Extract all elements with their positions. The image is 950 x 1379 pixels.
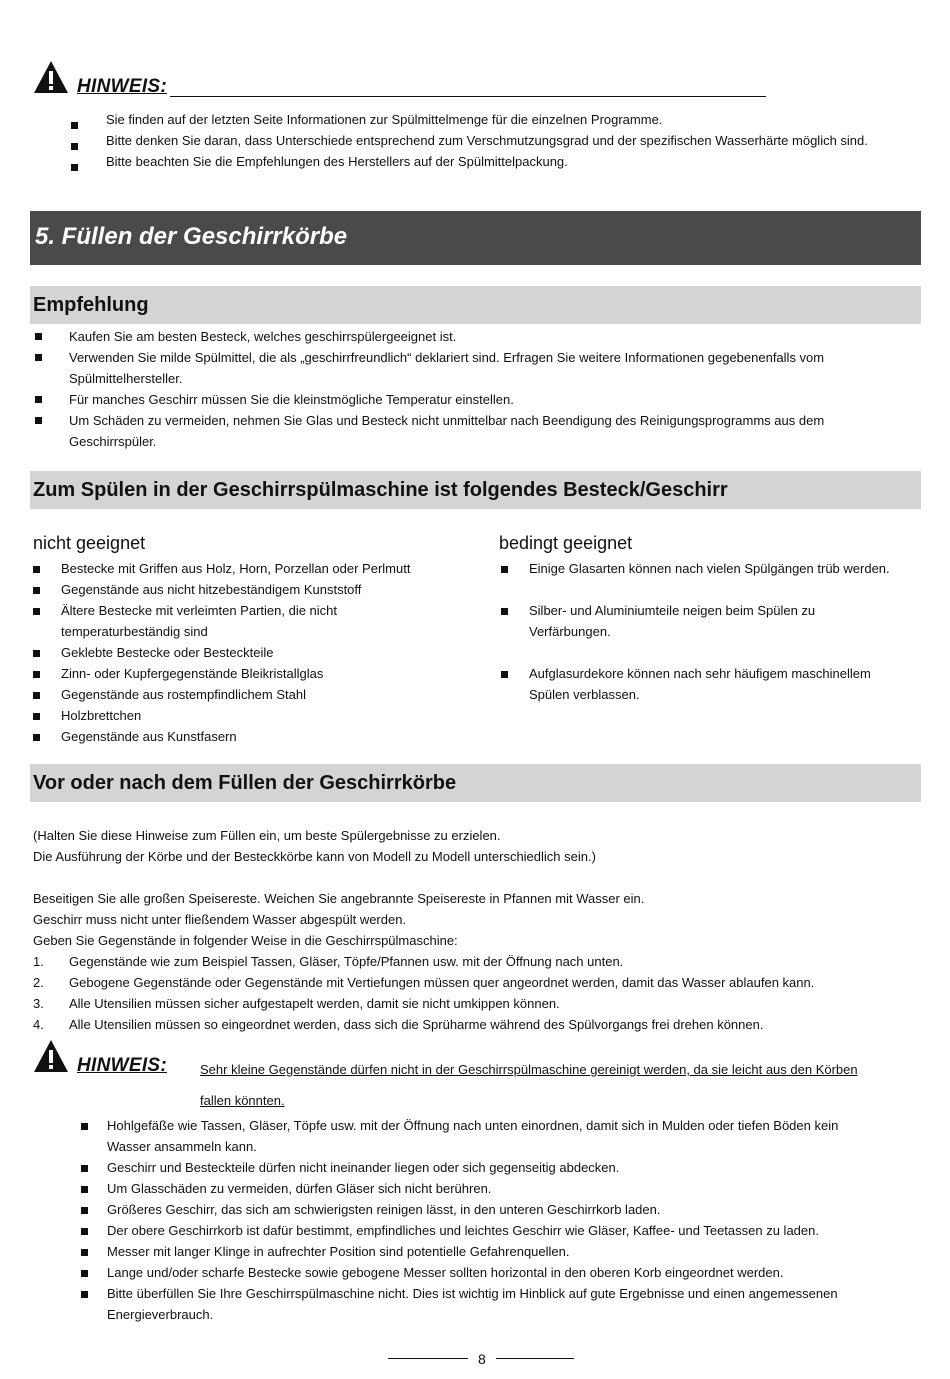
bullet-icon (33, 713, 40, 720)
bullet-icon (33, 671, 40, 678)
list-item-continuation: Verfärbungen. (529, 624, 611, 639)
bullet-icon (81, 1123, 88, 1130)
list-item: Ältere Bestecke mit verleimten Partien, die nicht (61, 603, 338, 618)
intro-line: (Halten Sie diese Hinweise zum Füllen ein, um beste Spülergebnisse zu erzielen. (33, 828, 501, 843)
step-text: Gegenstände wie zum Beispiel Tassen, Gläser, Töpfe/Pfannen usw. mit der Öffnung nach unten. (69, 954, 624, 969)
subsection-title: Empfehlung (33, 294, 149, 316)
list-item-continuation: Spülmittelhersteller. (69, 371, 183, 386)
subsection-title: Zum Spülen in der Geschirrspülmaschine ist folgendes Besteck/Geschirr (33, 479, 728, 501)
step-number: 2. (33, 975, 44, 990)
list-item-continuation: Geschirrspüler. (69, 434, 157, 449)
bullet-icon (35, 354, 42, 361)
step-number: 1. (33, 954, 44, 969)
page-number: 8 (478, 1351, 486, 1367)
bullet-icon (81, 1207, 88, 1214)
hinweis-underline (170, 96, 766, 97)
bullet-icon (81, 1228, 88, 1235)
footer-rule-right (496, 1358, 574, 1359)
list-item: Holzbrettchen (61, 708, 142, 723)
list-item: Gegenstände aus rostempfindlichem Stahl (61, 687, 306, 702)
bullet-icon (33, 692, 40, 699)
bullet-icon (501, 608, 508, 615)
list-item-continuation: Spülen verblassen. (529, 687, 640, 702)
section-header (30, 211, 921, 265)
list-item-continuation: Energieverbrauch. (107, 1307, 214, 1322)
list-item: Kaufen Sie am besten Besteck, welches geschirrspülergeeignet ist. (69, 329, 457, 344)
bullet-icon (501, 671, 508, 678)
list-item: Größeres Geschirr, das sich am schwierigsten reinigen lässt, in den unteren Geschirrkorb laden. (107, 1202, 661, 1217)
list-item: Silber- und Aluminiumteile neigen beim Spülen zu (529, 603, 816, 618)
list-item: Hohlgefäße wie Tassen, Gläser, Töpfe usw. mit der Öffnung nach unten einordnen, damit sich in Mulden oder tiefen Böden kein (107, 1118, 839, 1133)
step-number: 4. (33, 1017, 44, 1032)
bullet-icon (81, 1249, 88, 1256)
column-heading-limited: bedingt geeignet (499, 533, 633, 553)
list-item: Zinn- oder Kupfergegenstände Bleikristallglas (61, 666, 324, 681)
list-item: Gegenstände aus nicht hitzebeständigem Kunststoff (61, 582, 362, 597)
bullet-icon (71, 143, 78, 150)
bullet-icon (35, 333, 42, 340)
intro-line: Die Ausführung der Körbe und der Besteckkörbe kann von Modell zu Modell unterschiedlich sein.) (33, 849, 596, 864)
step-number: 3. (33, 996, 44, 1011)
paragraph-line: Geben Sie Gegenstände in folgender Weise in die Geschirrspülmaschine: (33, 933, 458, 948)
subsection-title: Vor oder nach dem Füllen der Geschirrkörbe (33, 772, 457, 794)
list-item: Der obere Geschirrkorb ist dafür bestimmt, empfindliches und leichtes Geschirr wie Gläser, Kaffee- und Teetassen zu laden. (107, 1223, 819, 1238)
footer-rule-left (388, 1358, 468, 1359)
bullet-icon (81, 1291, 88, 1298)
paragraph-line: Beseitigen Sie alle großen Speisereste. Weichen Sie angebrannte Speisereste in Pfannen mit Wasser ein. (33, 891, 645, 906)
bullet-icon (71, 122, 78, 129)
subsection-header-loading (30, 764, 921, 802)
list-item-continuation: temperaturbeständig sind (61, 624, 208, 639)
bullet-icon (35, 417, 42, 424)
bullet-icon (33, 608, 40, 615)
bullet-icon (33, 566, 40, 573)
list-item: Aufglasurdekore können nach sehr häufigem maschinellem (529, 666, 871, 681)
bullet-icon (35, 396, 42, 403)
list-item-continuation: Wasser ansammeln kann. (107, 1139, 257, 1154)
step-text: Alle Utensilien müssen sicher aufgestapelt werden, damit sie nicht umkippen können. (69, 996, 560, 1011)
column-heading-unsuitable: nicht geeignet (33, 533, 146, 553)
bullet-icon (501, 566, 508, 573)
section-title: 5. Füllen der Geschirrkörbe (35, 223, 348, 250)
list-item: Um Schäden zu vermeiden, nehmen Sie Glas und Besteck nicht unmittelbar nach Beendigung des Reinigungsprogramms aus dem (69, 413, 825, 428)
hinweis-title: HINWEIS: (77, 1055, 168, 1076)
list-item: Geklebte Bestecke oder Besteckteile (61, 645, 274, 660)
bullet-icon (71, 164, 78, 171)
bullet-icon (33, 734, 40, 741)
list-item: Einige Glasarten können nach vielen Spülgängen trüb werden. (529, 561, 890, 576)
hinweis-item: Sie finden auf der letzten Seite Informationen zur Spülmittelmenge für die einzelnen Programme. (106, 112, 663, 127)
bullet-icon (33, 587, 40, 594)
bullet-icon (81, 1270, 88, 1277)
bullet-icon (33, 650, 40, 657)
subsection-header-dishes (30, 471, 921, 509)
hinweis-item: Bitte denken Sie daran, dass Unterschiede entsprechend zum Verschmutzungsgrad und der spezifischen Wasserhärte möglich sind. (106, 133, 868, 148)
list-item: Um Glasschäden zu vermeiden, dürfen Gläser sich nicht berühren. (107, 1181, 492, 1196)
list-item: Bitte überfüllen Sie Ihre Geschirrspülmaschine nicht. Dies ist wichtig im Hinblick auf gute Ergebnisse und einen angemessenen (107, 1286, 838, 1301)
bullet-icon (81, 1165, 88, 1172)
warning-icon (33, 1039, 69, 1073)
list-item: Messer mit langer Klinge in aufrechter Position sind potentielle Gefahrenquellen. (107, 1244, 570, 1259)
list-item: Bestecke mit Griffen aus Holz, Horn, Porzellan oder Perlmutt (61, 561, 411, 576)
subsection-header-empfehlung (30, 286, 921, 324)
step-text: Gebogene Gegenstände oder Gegenstände mit Vertiefungen müssen quer angeordnet werden, damit das Wasser ablaufen kann. (69, 975, 815, 990)
hinweis-text-continuation: fallen könnten. (200, 1093, 285, 1108)
list-item: Verwenden Sie milde Spülmittel, die als „geschirrfreundlich“ deklariert sind. Erfragen Sie weitere Informationen gegebenenfalls vom (69, 350, 825, 365)
step-text: Alle Utensilien müssen so eingeordnet werden, dass sich die Sprüharme während des Spülvorgangs frei drehen können. (69, 1017, 764, 1032)
hinweis-text: Sehr kleine Gegenstände dürfen nicht in der Geschirrspülmaschine gereinigt werden, da sie leicht aus den Körben (200, 1062, 858, 1077)
list-item: Lange und/oder scharfe Bestecke sowie gebogene Messer sollten horizontal in den oberen Korb eingeordnet werden. (107, 1265, 784, 1280)
paragraph-line: Geschirr muss nicht unter fließendem Wasser abgespült werden. (33, 912, 407, 927)
bullet-icon (81, 1186, 88, 1193)
list-item: Gegenstände aus Kunstfasern (61, 729, 237, 744)
warning-icon (33, 60, 69, 94)
list-item: Für manches Geschirr müssen Sie die kleinstmögliche Temperatur einstellen. (69, 392, 514, 407)
hinweis-title: HINWEIS: (77, 76, 168, 97)
list-item: Geschirr und Besteckteile dürfen nicht ineinander liegen oder sich gegenseitig abdecken. (107, 1160, 620, 1175)
hinweis-item: Bitte beachten Sie die Empfehlungen des Herstellers auf der Spülmittelpackung. (106, 154, 568, 169)
